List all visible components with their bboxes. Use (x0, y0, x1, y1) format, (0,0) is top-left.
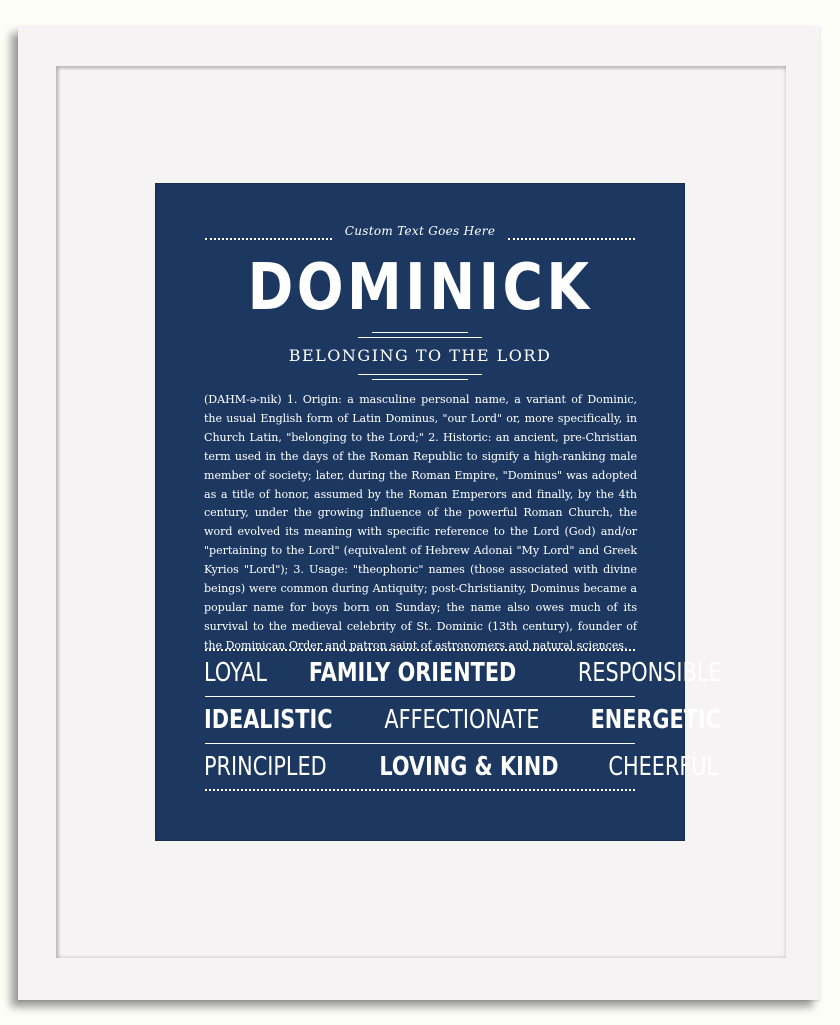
rule-upper-long (358, 337, 482, 338)
traits-row-3 (204, 750, 719, 784)
traits-row-1 (204, 656, 722, 690)
rule-lower-short (372, 379, 468, 380)
trait-word: RESPONSIBLE (577, 658, 722, 688)
traits-row-2 (204, 703, 722, 737)
trait-word: LOVING & KIND (379, 752, 559, 782)
custom-text: Custom Text Goes Here (344, 224, 496, 238)
trait-word: AFFECTIONATE (383, 705, 540, 735)
dotted-divider-left (205, 238, 332, 240)
trait-rule-1 (205, 696, 635, 697)
dotted-divider-right (508, 238, 635, 240)
trait-word: CHEERFUL (608, 752, 719, 782)
name-definition: (DAHM-ə-nik) 1. Origin: a masculine personal name, a variant of Dominic, the usual English form of Latin Dominus, "our Lord" or, more specifically, in Church Latin, "belonging to the Lord;" 2. Historic: an ancient, pre-Christian term used in the days of the Roman Republic to signify a high-ranking male member of society; later, during the Roman Empire, "Dominus" was adopted as a title of honor, assumed by the Roman Emperors and finally, by the 4th century, under the growing influence of the powerful Roman Church, the word evolved its meaning with specific reference to the Lord (God) and/or "pertaining to the Lord" (equivalent of Hebrew Adonai "My Lord" and Greek Kyrios "Lord"); 3. Usage: "theophoric" names (those associated with divine beings) were common during Antiquity; post-Christianity, Dominus became a popular name for boys born on Sunday; the name also owes much of its survival to the medieval celebrity of St. Dominic (13th century), founder of the Dominican Order and patron saint of astronomers and natural sciences. (204, 393, 637, 652)
name-title: DOMINICK (247, 251, 593, 325)
name-meaning: BELONGING TO THE LORD (288, 346, 552, 365)
rule-lower-long (358, 374, 482, 375)
trait-word: FAMILY ORIENTED (308, 658, 517, 688)
dotted-divider-top (205, 649, 635, 651)
trait-word: ENERGETIC (591, 705, 722, 735)
trait-word: IDEALISTIC (204, 705, 333, 735)
trait-word: PRINCIPLED (204, 752, 327, 782)
trait-word: LOYAL (204, 658, 267, 688)
name-meaning-print (155, 183, 722, 841)
rule-upper-short (372, 332, 468, 333)
trait-rule-2 (205, 743, 635, 744)
dotted-divider-bottom (205, 789, 635, 791)
